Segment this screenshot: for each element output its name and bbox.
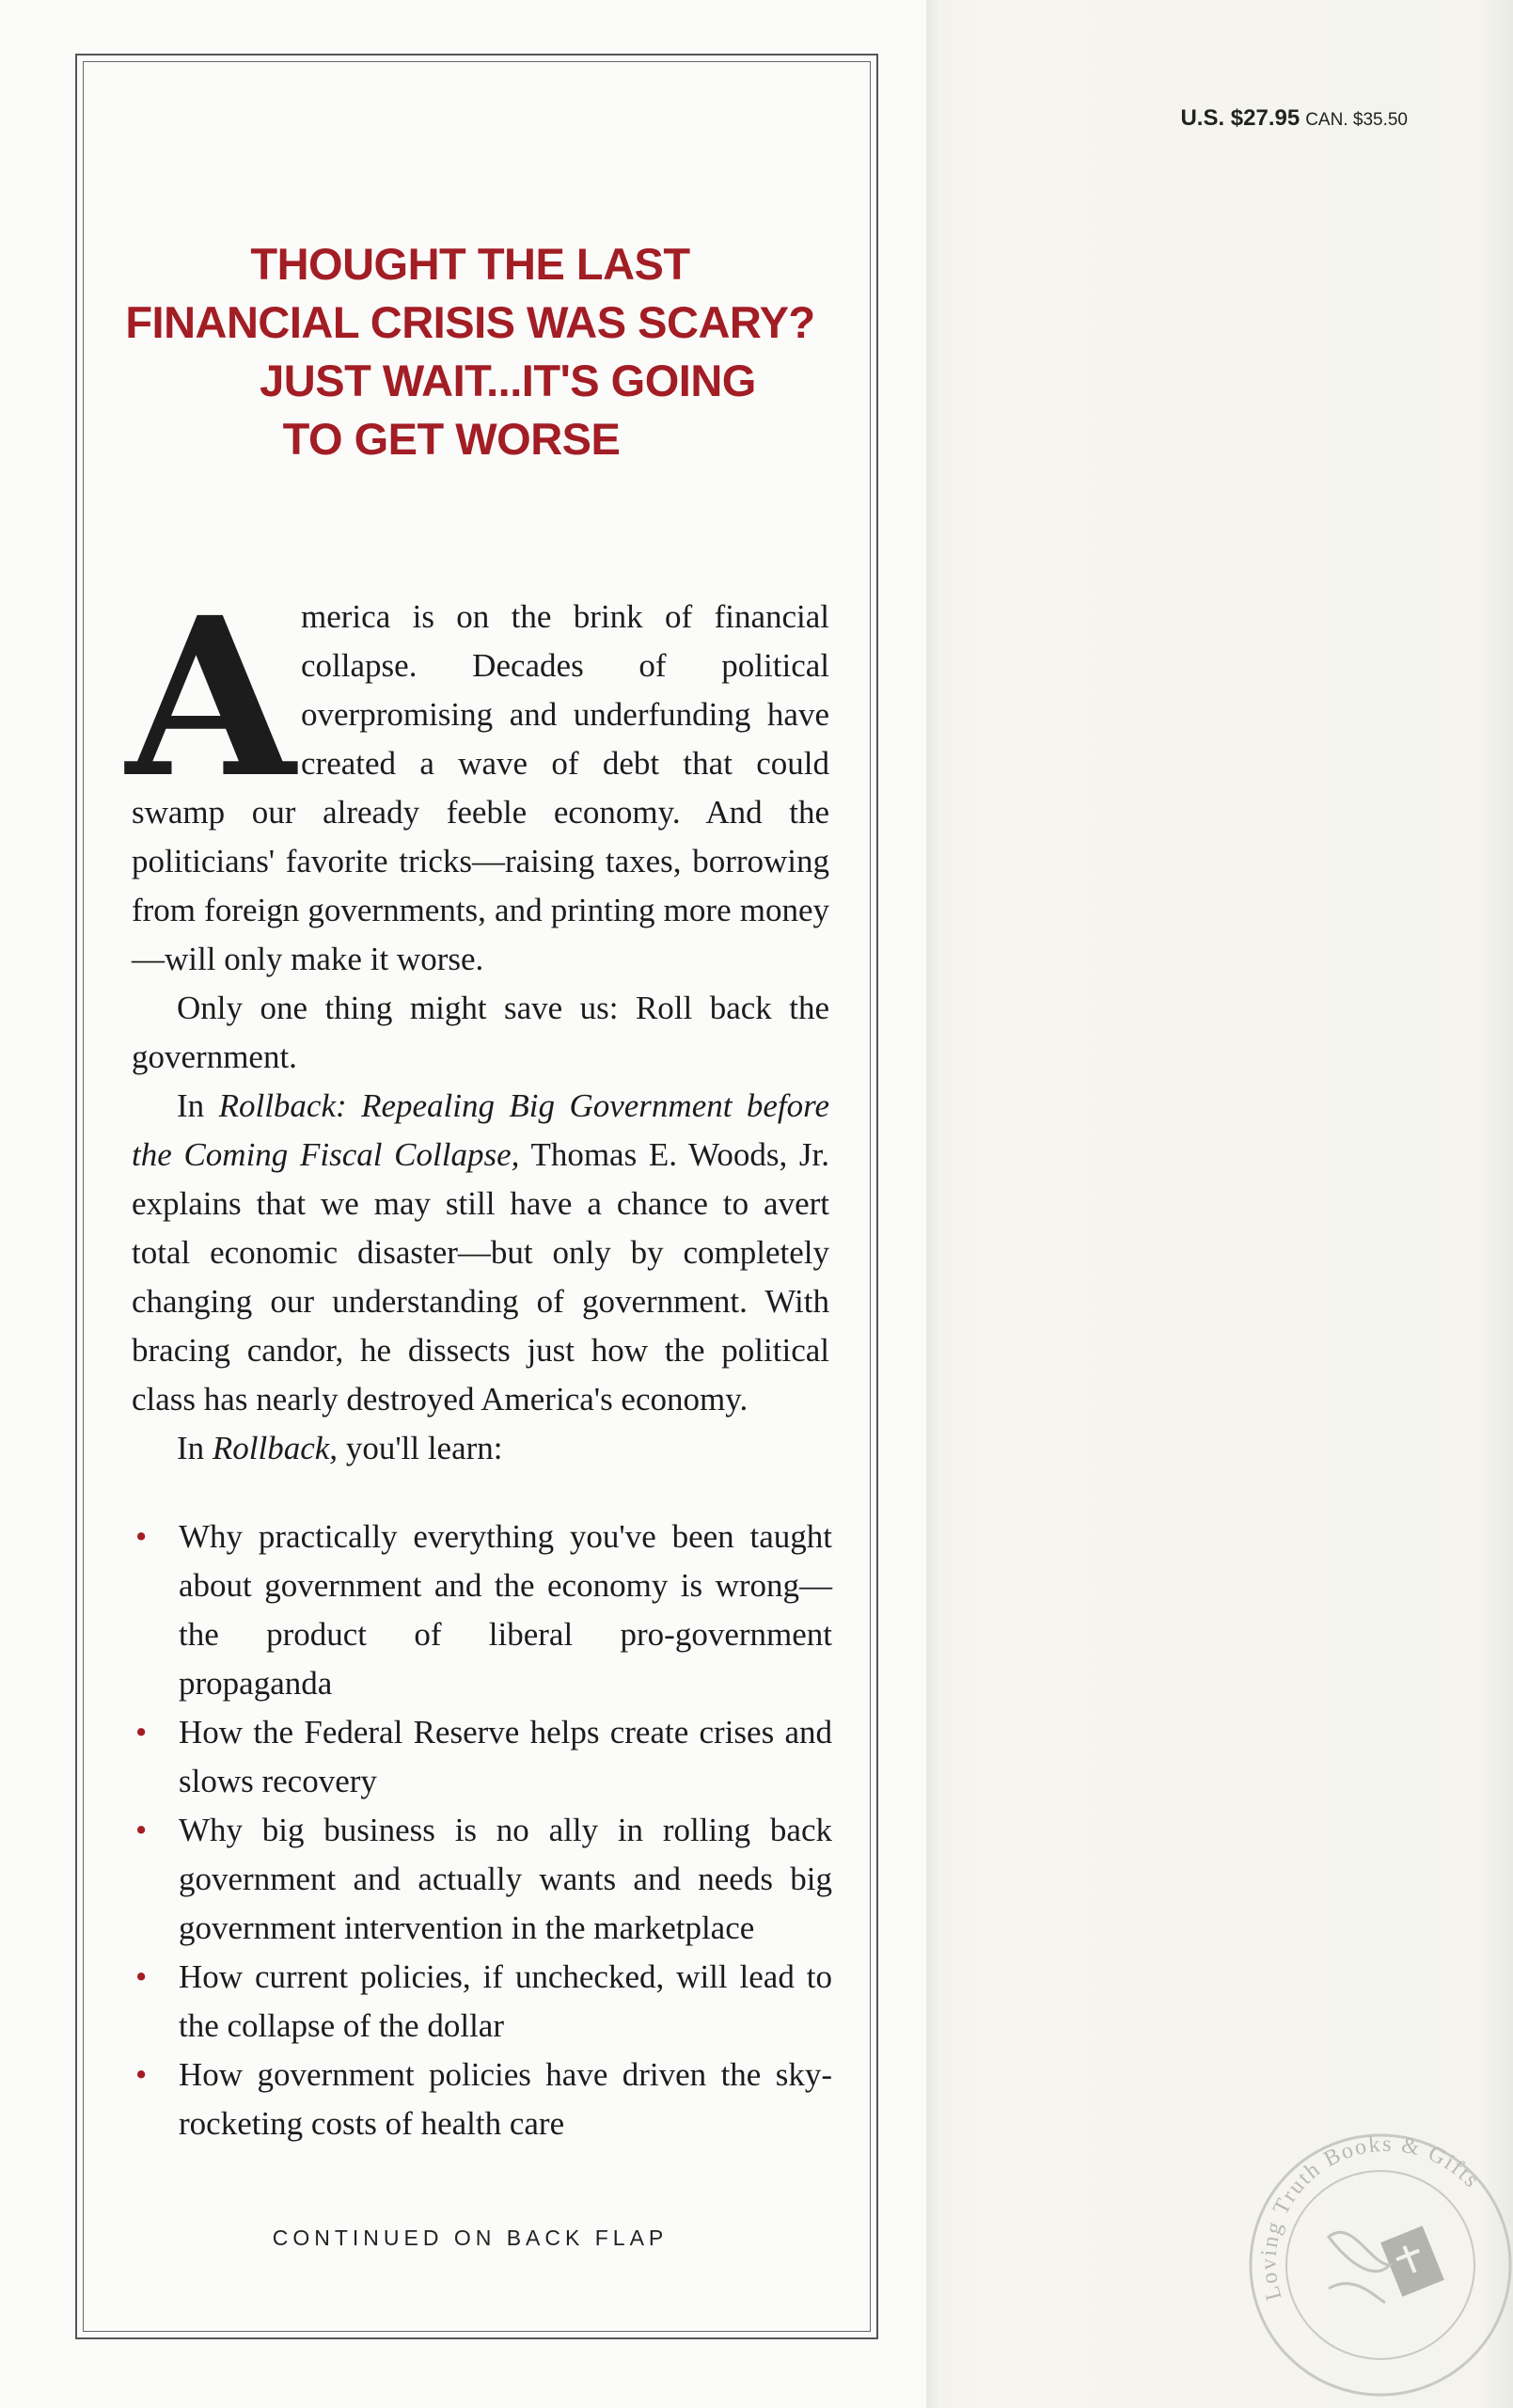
stamp-text: Loving Truth Books & Gifts [1256,2131,1485,2304]
list-item [132,1513,832,1708]
paragraph-rollback: Only one thing might save us: Roll back the government. [132,990,829,1075]
list-item-text: How the Federal Reserve helps create crises and slows recovery [179,1714,832,1799]
flap-copy [126,569,829,1473]
svg-text:Loving Truth Books & Gifts [1257,2132,1485,2303]
paragraph-book [132,1082,829,1424]
paragraph-book-text: Thomas E. Woods, Jr. explains that we may still have a chance to avert total economic disaster—but only by completely changing our understanding of government. With bracing candor, he dissects just how the political class has nearly destroyed America's economy. [132,1136,829,1418]
list-item-text: Why big business is no ally in rolling back government and actually wants and needs big government intervention in the marketplace [179,1812,832,1946]
price-can: CAN. $35.50 [1305,110,1408,130]
bullet-icon: • [135,2056,148,2093]
list-item [132,1708,832,1806]
bookstore-stamp [1239,2124,1513,2406]
paragraph-intro-text: merica is on the brink of financial collapse. Decades of political overpromising and underfunding have created a wave of debt that could swamp our already feeble economy. And the politicians' favorite tricks—raising taxes, borrowing from foreign governments, and printing more money—will only make it worse. [132,598,829,977]
paragraph-intro [126,569,829,984]
list-item-text: Why practically everything you've been taught about government and the economy is wrong—the product of liberal pro-government propaganda [179,1518,832,1702]
list-item [132,1953,832,2051]
continued-note: CONTINUED ON BACK FLAP [272,2226,669,2250]
headline-line: THOUGHT THE LAST [250,239,690,289]
list-item-text: How current policies, if unchecked, will lead to the collapse of the dollar [179,1958,832,2044]
paragraph-learn [132,1424,829,1473]
page-edge [1486,0,1513,2408]
bible-ribbon-icon [1329,2226,1444,2303]
book-title: Rollback: Repealing Big Government before the Coming Fiscal Collapse, [132,1087,829,1173]
drop-cap: A [126,569,296,826]
book-title-short: Rollback, [212,1430,339,1466]
bullet-icon: • [135,1812,148,1848]
inner-page [926,0,1513,2408]
headline-line: FINANCIAL CRISIS WAS SCARY? [125,297,815,347]
headline [85,235,856,468]
bullet-icon: • [135,1958,148,1995]
paragraph-learn-text: you'll learn: [338,1430,503,1466]
paragraph-learn-prefix: In [177,1430,213,1466]
bullet-icon: • [135,1518,148,1555]
price-label [1180,105,1408,132]
bullet-list [132,1513,832,2148]
price-us: U.S. $27.95 [1180,105,1300,131]
paragraph-book-prefix: In [177,1087,219,1124]
bullet-icon: • [135,1714,148,1751]
list-item-text: How government policies have driven the sky-rocketing costs of health care [179,2056,832,2142]
headline-line: JUST WAIT...IT'S GOING [260,356,756,405]
list-item [132,1806,832,1953]
list-item [132,2051,832,2148]
headline-line: TO GET WORSE [282,414,621,464]
